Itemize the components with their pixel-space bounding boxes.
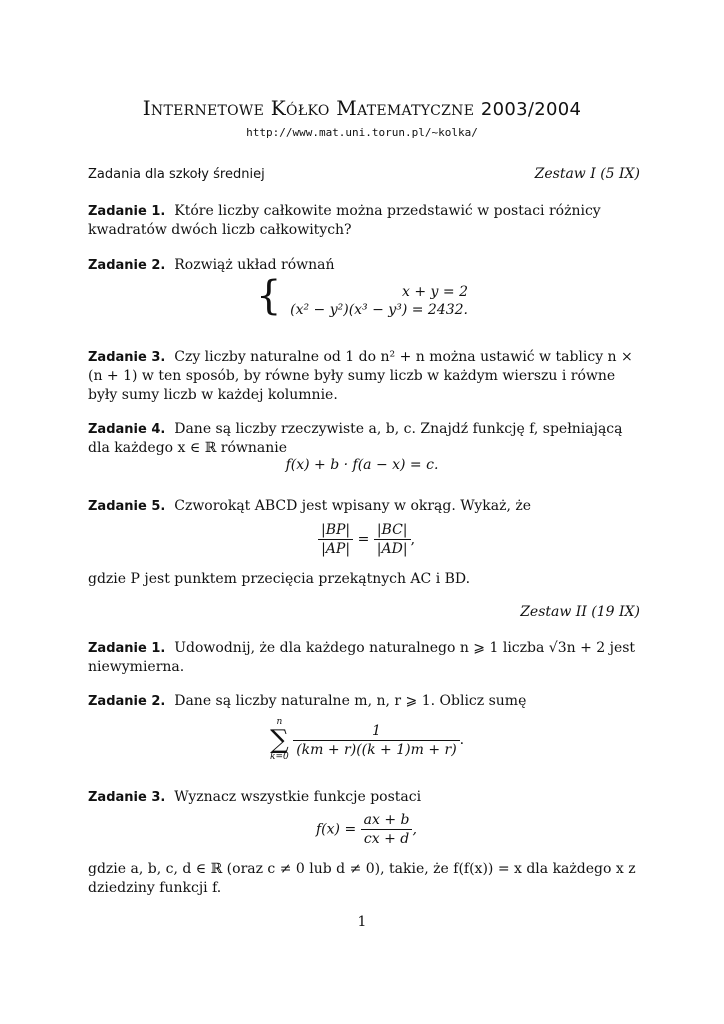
document-url: http://www.mat.uni.torun.pl/~kolka/	[246, 126, 478, 139]
problem-label: Zadanie 1.	[88, 204, 166, 219]
set1-problem-4	[88, 420, 640, 458]
equation-line-1: x + y = 2	[402, 284, 468, 300]
set1-problem-3	[88, 348, 640, 405]
problem-text: Rozwiąż układ równań	[174, 257, 335, 273]
equation-line-2: (x² − y²)(x³ − y³) = 2432.	[290, 302, 468, 318]
set2-problem-2	[88, 692, 640, 711]
problem-label: Zadanie 3.	[88, 350, 166, 365]
function-equation: f(x) = $\frac{ax + b}{cx + d}$ ,	[316, 812, 417, 847]
problem-text: Czworokąt ABCD jest wpisany w okrąg. Wykaż, że	[174, 498, 532, 514]
problem-label: Zadanie 2.	[88, 694, 166, 709]
set2-problem-3	[88, 788, 640, 807]
fraction-numerator: |BC|	[374, 522, 411, 540]
fraction-numerator: ax + b	[361, 812, 413, 830]
set2-problem-1	[88, 639, 640, 677]
set2-label: Zestaw II (19 IX)	[520, 604, 640, 620]
problem-text: Które liczby całkowite można przedstawić w postaci różnicy kwadratów dwóch liczb całkowitych?	[88, 203, 601, 238]
fraction-denominator: (km + r)((k + 1)m + r)	[296, 741, 457, 758]
set1-problem-5	[88, 497, 640, 516]
set1-problem-1	[88, 202, 640, 240]
title-year: 2003/2004	[480, 99, 582, 120]
equation-functional: f(x) + b · f(a − x) = c.	[285, 457, 439, 473]
sum-upper-limit: n	[276, 717, 283, 727]
fraction-denominator: |AD|	[376, 541, 408, 557]
fraction-numerator: |BP|	[318, 522, 353, 540]
set1-problem-5-after: gdzie P jest punktem przecięcia przekątnych AC i BD.	[88, 571, 471, 587]
document-title	[0, 96, 724, 120]
fraction-denominator: |AP|	[321, 541, 351, 557]
problem-text: Udowodnij, że dla każdego naturalnego n ⩾ 1 liczba √3n + 2 jest niewymierna.	[88, 640, 636, 675]
set1-problem-2	[88, 256, 640, 275]
sum-lower-limit: k=0	[270, 752, 289, 762]
sigma-icon: ∑	[270, 725, 289, 755]
set1-label: Zestaw I (5 IX)	[534, 166, 640, 182]
ratio-equation: $\frac{|BP|}{|AP|}$ = $\frac{|BC|}{|AD|}$ ,	[318, 522, 415, 557]
problem-text: Dane są liczby rzeczywiste a, b, c. Znajdź funkcję f, spełniającą dla każdego x ∈ ℝ równanie	[88, 421, 623, 456]
problem-label: Zadanie 5.	[88, 499, 166, 514]
problem-label: Zadanie 3.	[88, 790, 166, 805]
problem-text: Czy liczby naturalne od 1 do n² + n można ustawić w tablicy n × (n + 1) w ten sposób, by równe były sumy liczb w każdym wierszu i równe były sumy liczb w każdej kolumnie.	[88, 349, 633, 403]
page-number: 1	[357, 914, 367, 930]
problem-label: Zadanie 1.	[88, 641, 166, 656]
problem-label: Zadanie 4.	[88, 422, 166, 437]
set2-problem-3-after: gdzie a, b, c, d ∈ ℝ (oraz c ≠ 0 lub d ≠ 0), takie, że f(f(x)) = x dla każdego x z dziedziny funkcji f.	[88, 861, 636, 896]
title-text: Internetowe Kółko Matematyczne	[142, 96, 475, 120]
section-heading: Zadania dla szkoły średniej	[88, 167, 265, 182]
problem-text: Wyznacz wszystkie funkcje postaci	[174, 789, 422, 805]
brace-icon: {	[256, 273, 282, 319]
sum-equation: n ∑ k=0 $\frac{1}{(km + r)((k + 1)m + r)}$ .	[270, 717, 465, 762]
fraction-numerator: 1	[293, 723, 459, 741]
fraction-denominator: cx + d	[363, 831, 410, 847]
problem-label: Zadanie 2.	[88, 258, 166, 273]
problem-text: Dane są liczby naturalne m, n, r ⩾ 1. Oblicz sumę	[174, 693, 527, 709]
